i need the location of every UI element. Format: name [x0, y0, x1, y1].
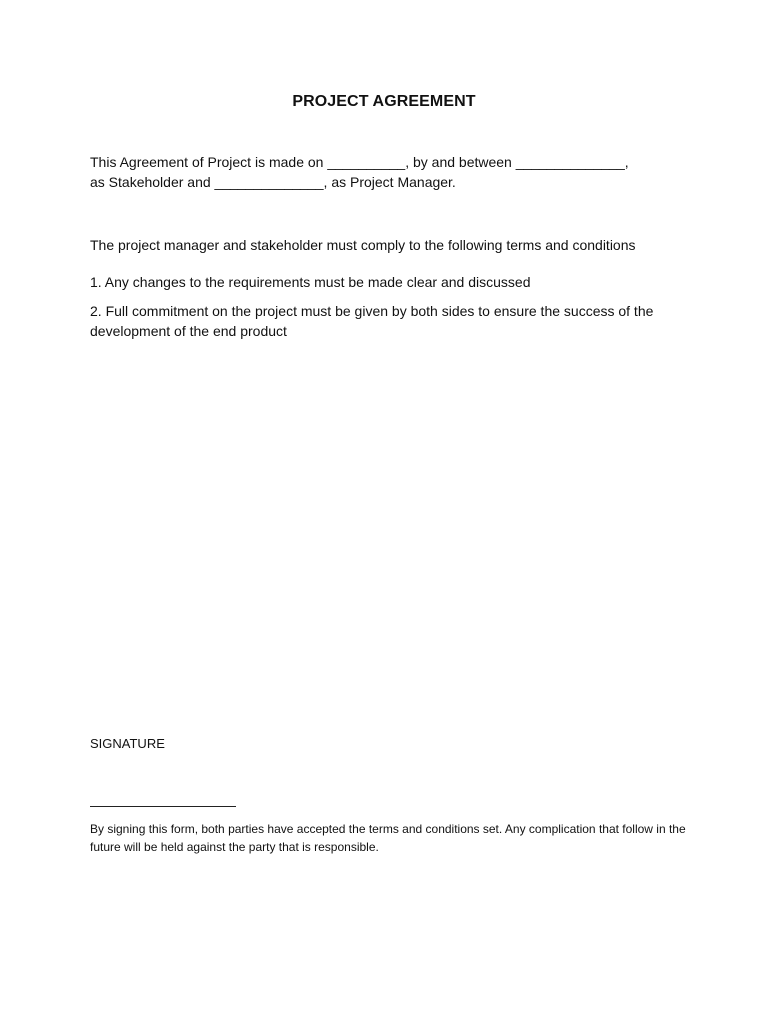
signature-label: SIGNATURE: [90, 736, 165, 751]
document-title: PROJECT AGREEMENT: [292, 93, 476, 110]
intro-line-1: This Agreement of Project is made on __________, by and between ______________,: [90, 154, 629, 170]
intro-line-2: as Stakeholder and ______________, as Project Manager.: [90, 174, 456, 190]
intro-paragraph: [90, 152, 690, 192]
term-item-2: 2. Full commitment on the project must be given by both sides to ensure the success of the development of the end product: [90, 303, 654, 339]
term-item-1: 1. Any changes to the requirements must be made clear and discussed: [90, 274, 531, 290]
terms-intro: The project manager and stakeholder must comply to the following terms and conditions: [90, 237, 636, 253]
signature-note: By signing this form, both parties have accepted the terms and conditions set. Any complication that follow in the future will be held against the party that is responsible.: [90, 822, 686, 854]
signature-line: [90, 806, 236, 807]
